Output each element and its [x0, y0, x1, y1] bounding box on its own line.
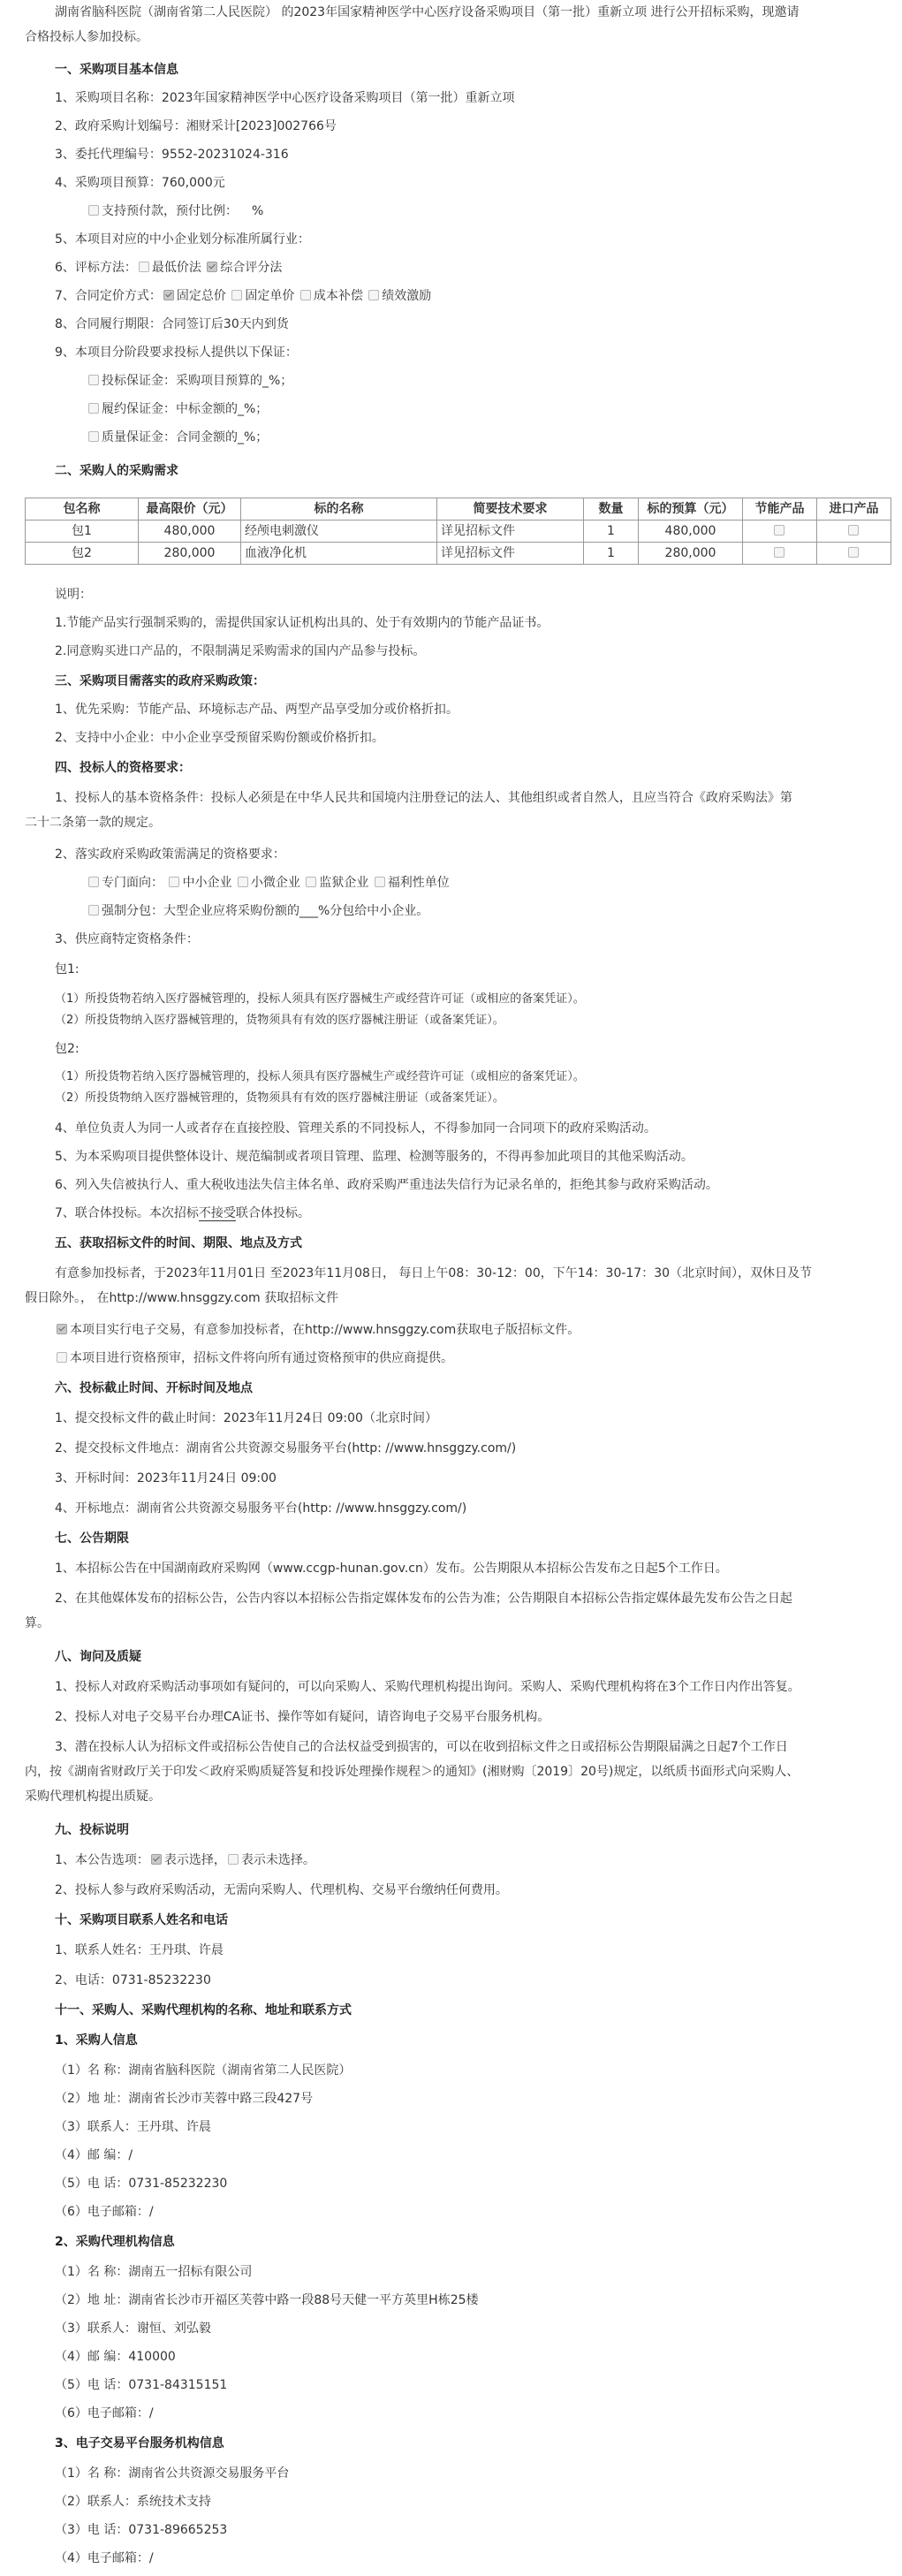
section-9-title: 九、投标说明 [55, 1823, 129, 1837]
table-row [26, 521, 891, 543]
package-cell: 包1 [26, 521, 139, 543]
contract-pricing: 7、合同定价方式： 固定总价 固定单价 成本补偿 绩效激励 [55, 289, 432, 303]
package-cell: 包2 [26, 543, 139, 565]
subcontract-checkbox[interactable] [88, 905, 99, 916]
requirements-table [25, 498, 891, 565]
agency-phone: （5）电 话：0731-84315151 [55, 2378, 228, 2392]
opening-time: 3、开标时间：2023年11月24日 09:00 [55, 1471, 277, 1486]
plan-number: 2、政府采购计划编号：湘财采计[2023]002766号 [55, 119, 337, 133]
contact-names: 1、联系人姓名：王丹琪、许晨 [55, 1943, 224, 1957]
qualification-6: 6、列入失信被执行人、重大税收违法失信主体名单、政府采购严重违法失信行为记录名单的，拒绝其参与政府采购活动。 [55, 1178, 718, 1192]
performance-bond-checkbox[interactable] [88, 403, 99, 414]
imported-checkbox[interactable] [848, 547, 859, 558]
section-11-title: 十一、采购人、采购代理机构的名称、地址和联系方式 [55, 2003, 352, 2017]
package-1-req-1: （1）所投货物若纳入医疗器械管理的，投标人须具有医疗器械生产或经营许可证（或相应的备案凭证）。 [55, 992, 585, 1006]
section-6-title: 六、投标截止时间、开标时间及地点 [55, 1381, 253, 1395]
imported-cell [817, 543, 891, 565]
opening-place: 4、开标地点：湖南省公共资源交易服务平台(http: //www.hnsggzy.com/) [55, 1501, 467, 1516]
basic-qualification-1: 1、投标人的基本资格条件：投标人必须是在中华人民共和国境内注册登记的法人、其他组织或者自然人，且应当符合《政府采购法》第 [55, 791, 792, 805]
document-time-1: 有意参加投标者，于2023年11月01日 至2023年11月08日， 每日上午08：30-12：00，下午14：30-17：30（北京时间），双休日及节 [55, 1266, 813, 1280]
specific-qualification: 3、供应商特定资格条件： [55, 932, 199, 946]
agency-email: （6）电子邮箱：/ [55, 2406, 154, 2420]
inquiry-3a: 3、潜在投标人认为招标文件或招标公告使自己的合法权益受到损害的，可以在收到招标文件之日或招标公告期限届满之日起7个工作日 [55, 1740, 788, 1754]
contract-term: 8、合同履行期限：合同签订后30天内到货 [55, 317, 289, 331]
electronic-trading-checkbox[interactable] [57, 1324, 67, 1334]
performance-incentive-checkbox[interactable] [368, 290, 379, 300]
document-time-2: 假日除外。， 在http://www.hnsggzy.com 获取招标文件 [25, 1291, 339, 1305]
contact-phone: 2、电话：0731-85232230 [55, 1973, 211, 1987]
basic-qualification-2: 二十二条第一款的规定。 [25, 816, 161, 830]
dedicated-checkbox[interactable] [88, 877, 99, 887]
fixed-unit-checkbox[interactable] [231, 290, 242, 300]
unselected-legend-checkbox [228, 1854, 239, 1865]
energy-saving-cell [743, 543, 817, 565]
agency-contact: （3）联系人：谢恒、刘弘毅 [55, 2321, 211, 2336]
purchaser-contact: （3）联系人：王丹琪、许晨 [55, 2120, 211, 2134]
comprehensive-score-checkbox[interactable] [207, 262, 217, 272]
package-2-req-1: （1）所投货物若纳入医疗器械管理的，投标人须具有医疗器械生产或经营许可证（或相应的备案凭证）。 [55, 1070, 585, 1083]
deadline: 1、提交投标文件的截止时间：2023年11月24日 09:00（北京时间） [55, 1411, 437, 1425]
inquiry-2: 2、投标人对电子交易平台办理CA证书、操作等如有疑问，请咨询电子交易平台服务机构。 [55, 1710, 550, 1724]
quality-bond-checkbox[interactable] [88, 431, 99, 442]
prequalification-checkbox[interactable] [57, 1352, 67, 1363]
announcement-period-1: 1、本招标公告在中国湖南政府采购网（www.ccgp-hunan.gov.cn）发布。公告期限从本招标公告发布之日起5个工作日。 [55, 1562, 728, 1576]
col-package: 包名称 [26, 498, 139, 521]
section-8-title: 八、询问及质疑 [55, 1650, 141, 1664]
col-item-name: 标的名称 [241, 498, 437, 521]
micro-checkbox[interactable] [238, 877, 248, 887]
col-quantity: 数量 [584, 498, 639, 521]
sme-checkbox[interactable] [169, 877, 179, 887]
prequalification: 本项目进行资格预审，招标文件将向所有通过资格预审的供应商提供。 [55, 1349, 894, 1367]
purchaser-postcode: （4）邮 编：/ [55, 2148, 133, 2162]
performance-bond: 履约保证金：中标金额的_%； [87, 400, 902, 418]
mandatory-subcontract: 强制分包：大型企业应将采购份额的___%分包给中小企业。 [87, 902, 902, 920]
announcement-period-2a: 2、在其他媒体发布的招标公告，公告内容以本招标公告指定媒体发布的公告为准；公告期限自本招标公告指定媒体最先发布公告之日起 [55, 1592, 792, 1606]
quality-bond: 质量保证金：合同金额的_%； [87, 429, 902, 446]
package-1-label: 包1: [55, 962, 80, 976]
inquiry-3b: 内，按《湖南省财政厅关于印发＜政府采购质疑答复和投诉处理操作规程＞的通知》(湘财购〔2019〕20号)规定，以纸质书面形式向采购人、 [25, 1765, 800, 1779]
package-1-req-2: （2）所投货物纳入医疗器械管理的，货物须具有有效的医疗器械注册证（或备案凭证）。 [55, 1014, 504, 1027]
agency-address: （2）地 址：湖南省长沙市开福区芙蓉中路一段88号天健一平方英里H栋25楼 [55, 2293, 479, 2307]
policy-sme: 2、支持中小企业：中小企业享受预留采购份额或价格折扣。 [55, 731, 384, 745]
imported-checkbox[interactable] [848, 525, 859, 536]
prepayment-checkbox[interactable] [88, 205, 99, 216]
option-legend: 1、本公告选项： 表示选择， 表示未选择。 [55, 1853, 315, 1867]
note-energy: 1.节能产品实行强制采购的，需提供国家认证机构出具的、处于有效期内的节能产品证书。 [55, 616, 550, 630]
section-3-title: 三、采购项目需落实的政府采购政策： [55, 674, 265, 688]
table-header-row [26, 498, 891, 521]
col-budget: 标的预算（元） [639, 498, 743, 521]
col-tech-req: 简要技术要求 [437, 498, 584, 521]
section-2-title: 二、采购人的采购需求 [55, 464, 178, 478]
table-row [26, 543, 891, 565]
platform-phone: （3）电 话：0731-89665253 [55, 2523, 228, 2537]
imported-cell [817, 521, 891, 543]
notes-title: 说明： [55, 588, 92, 602]
agency-info-title: 2、采购代理机构信息 [55, 2235, 175, 2249]
bid-bond-checkbox[interactable] [88, 375, 99, 385]
fixed-total-checkbox[interactable] [163, 290, 174, 300]
note-import: 2.同意购买进口产品的，不限制满足采购需求的国内产品参与投标。 [55, 644, 426, 658]
platform-info-title: 3、电子交易平台服务机构信息 [55, 2436, 224, 2451]
inquiry-3c: 采购代理机构提出质疑。 [25, 1790, 161, 1804]
submission-place: 2、提交投标文件地点：湖南省公共资源交易服务平台(http: //www.hnsggzy.com/) [55, 1441, 517, 1455]
qualification-7: 7、联合体投标。本次招标不接受联合体投标。 [55, 1206, 310, 1220]
guarantee-requirements: 9、本项目分阶段要求投标人提供以下保证： [55, 346, 298, 360]
section-1-title: 一、采购项目基本信息 [55, 63, 178, 77]
agency-number: 3、委托代理编号：9552-20231024-316 [55, 148, 289, 162]
no-fees: 2、投标人参与政府采购活动，无需向采购人、代理机构、交易平台缴纳任何费用。 [55, 1883, 508, 1897]
project-name: 1、采购项目名称：2023年国家精神医学中心医疗设备采购项目（第一批）重新立项 [55, 91, 515, 105]
quantity-cell: 1 [584, 543, 639, 565]
col-max-price: 最高限价（元） [139, 498, 241, 521]
intro-line-1: 湖南省脑科医院（湖南省第二人民医院） 的2023年国家精神医学中心医疗设备采购项目（第一批）重新立项 进行公开招标采购，现邀请 [55, 5, 800, 19]
package-2-req-2: （2）所投货物纳入医疗器械管理的，货物须具有有效的医疗器械注册证（或备案凭证）。 [55, 1091, 504, 1105]
evaluation-method: 6、评标方法： 最低价法 综合评分法 [55, 261, 283, 275]
inquiry-1: 1、投标人对政府采购活动事项如有疑问的，可以向采购人、采购代理机构提出询问。采购人、采购代理机构将在3个工作日内作出答复。 [55, 1680, 800, 1694]
quantity-cell: 1 [584, 521, 639, 543]
budget: 4、采购项目预算：760,000元 [55, 176, 225, 190]
policy-priority: 1、优先采购：节能产品、环境标志产品、两型产品享受加分或价格折扣。 [55, 703, 459, 717]
purchaser-email: （6）电子邮箱：/ [55, 2205, 154, 2219]
agency-name: （1）名 称：湖南五一招标有限公司 [55, 2265, 253, 2279]
max-price-cell: 280,000 [139, 543, 241, 565]
lowest-price-checkbox[interactable] [139, 262, 149, 272]
budget-cell: 480,000 [639, 521, 743, 543]
prison-checkbox[interactable] [306, 877, 316, 887]
purchaser-phone: （5）电 话：0731-85232230 [55, 2177, 228, 2191]
purchaser-info-title: 1、采购人信息 [55, 2033, 138, 2048]
qualification-4: 4、单位负责人为同一人或者存在直接控股、管理关系的不同投标人，不得参加同一合同项下的政府采购活动。 [55, 1121, 656, 1136]
selected-legend-checkbox [151, 1854, 162, 1865]
dedicated-for: 专门面向： 中小企业 小微企业 监狱企业 福利性单位 [87, 874, 902, 892]
agency-postcode: （4）邮 编：410000 [55, 2350, 176, 2364]
welfare-checkbox[interactable] [375, 877, 385, 887]
platform-email: （4）电子邮箱：/ [55, 2551, 154, 2565]
energy-saving-cell [743, 521, 817, 543]
electronic-trading: 本项目实行电子交易，有意参加投标者，在http://www.hnsggzy.com获取电子版招标文件。 [55, 1321, 894, 1339]
section-4-title: 四、投标人的资格要求： [55, 761, 191, 775]
sme-industry: 5、本项目对应的中小企业划分标准所属行业： [55, 232, 310, 247]
announcement-period-2b: 算。 [25, 1616, 49, 1630]
item-name-cell: 经颅电刺激仪 [241, 521, 437, 543]
platform-name: （1）名 称：湖南省公共资源交易服务平台 [55, 2466, 290, 2481]
section-10-title: 十、采购项目联系人姓名和电话 [55, 1913, 228, 1927]
intro-line-2: 合格投标人参加投标。 [25, 30, 148, 44]
section-7-title: 七、公告期限 [55, 1531, 129, 1546]
col-imported: 进口产品 [817, 498, 891, 521]
prepayment-option: 支持预付款，预付比例： % [87, 202, 902, 220]
energy-saving-checkbox[interactable] [774, 547, 785, 558]
budget-cell: 280,000 [639, 543, 743, 565]
bid-bond: 投标保证金：采购项目预算的_%； [87, 372, 902, 390]
package-2-label: 包2: [55, 1042, 80, 1056]
item-name-cell: 血液净化机 [241, 543, 437, 565]
purchaser-name: （1）名 称：湖南省脑科医院（湖南省第二人民医院） [55, 2063, 352, 2078]
purchaser-address: （2）地 址：湖南省长沙市芙蓉中路三段427号 [55, 2092, 314, 2106]
energy-saving-checkbox[interactable] [774, 525, 785, 536]
col-energy-saving: 节能产品 [743, 498, 817, 521]
platform-contact: （2）联系人：系统技术支持 [55, 2495, 211, 2509]
max-price-cell: 480,000 [139, 521, 241, 543]
section-5-title: 五、获取招标文件的时间、期限、地点及方式 [55, 1236, 302, 1250]
cost-compensation-checkbox[interactable] [300, 290, 311, 300]
qualification-5: 5、为本采购项目提供整体设计、规范编制或者项目管理、监理、检测等服务的，不得再参加此项目的其他采购活动。 [55, 1150, 694, 1164]
tech-req-cell: 详见招标文件 [437, 543, 584, 565]
policy-qualification: 2、落实政府采购政策需满足的资格要求： [55, 847, 285, 862]
tech-req-cell: 详见招标文件 [437, 521, 584, 543]
